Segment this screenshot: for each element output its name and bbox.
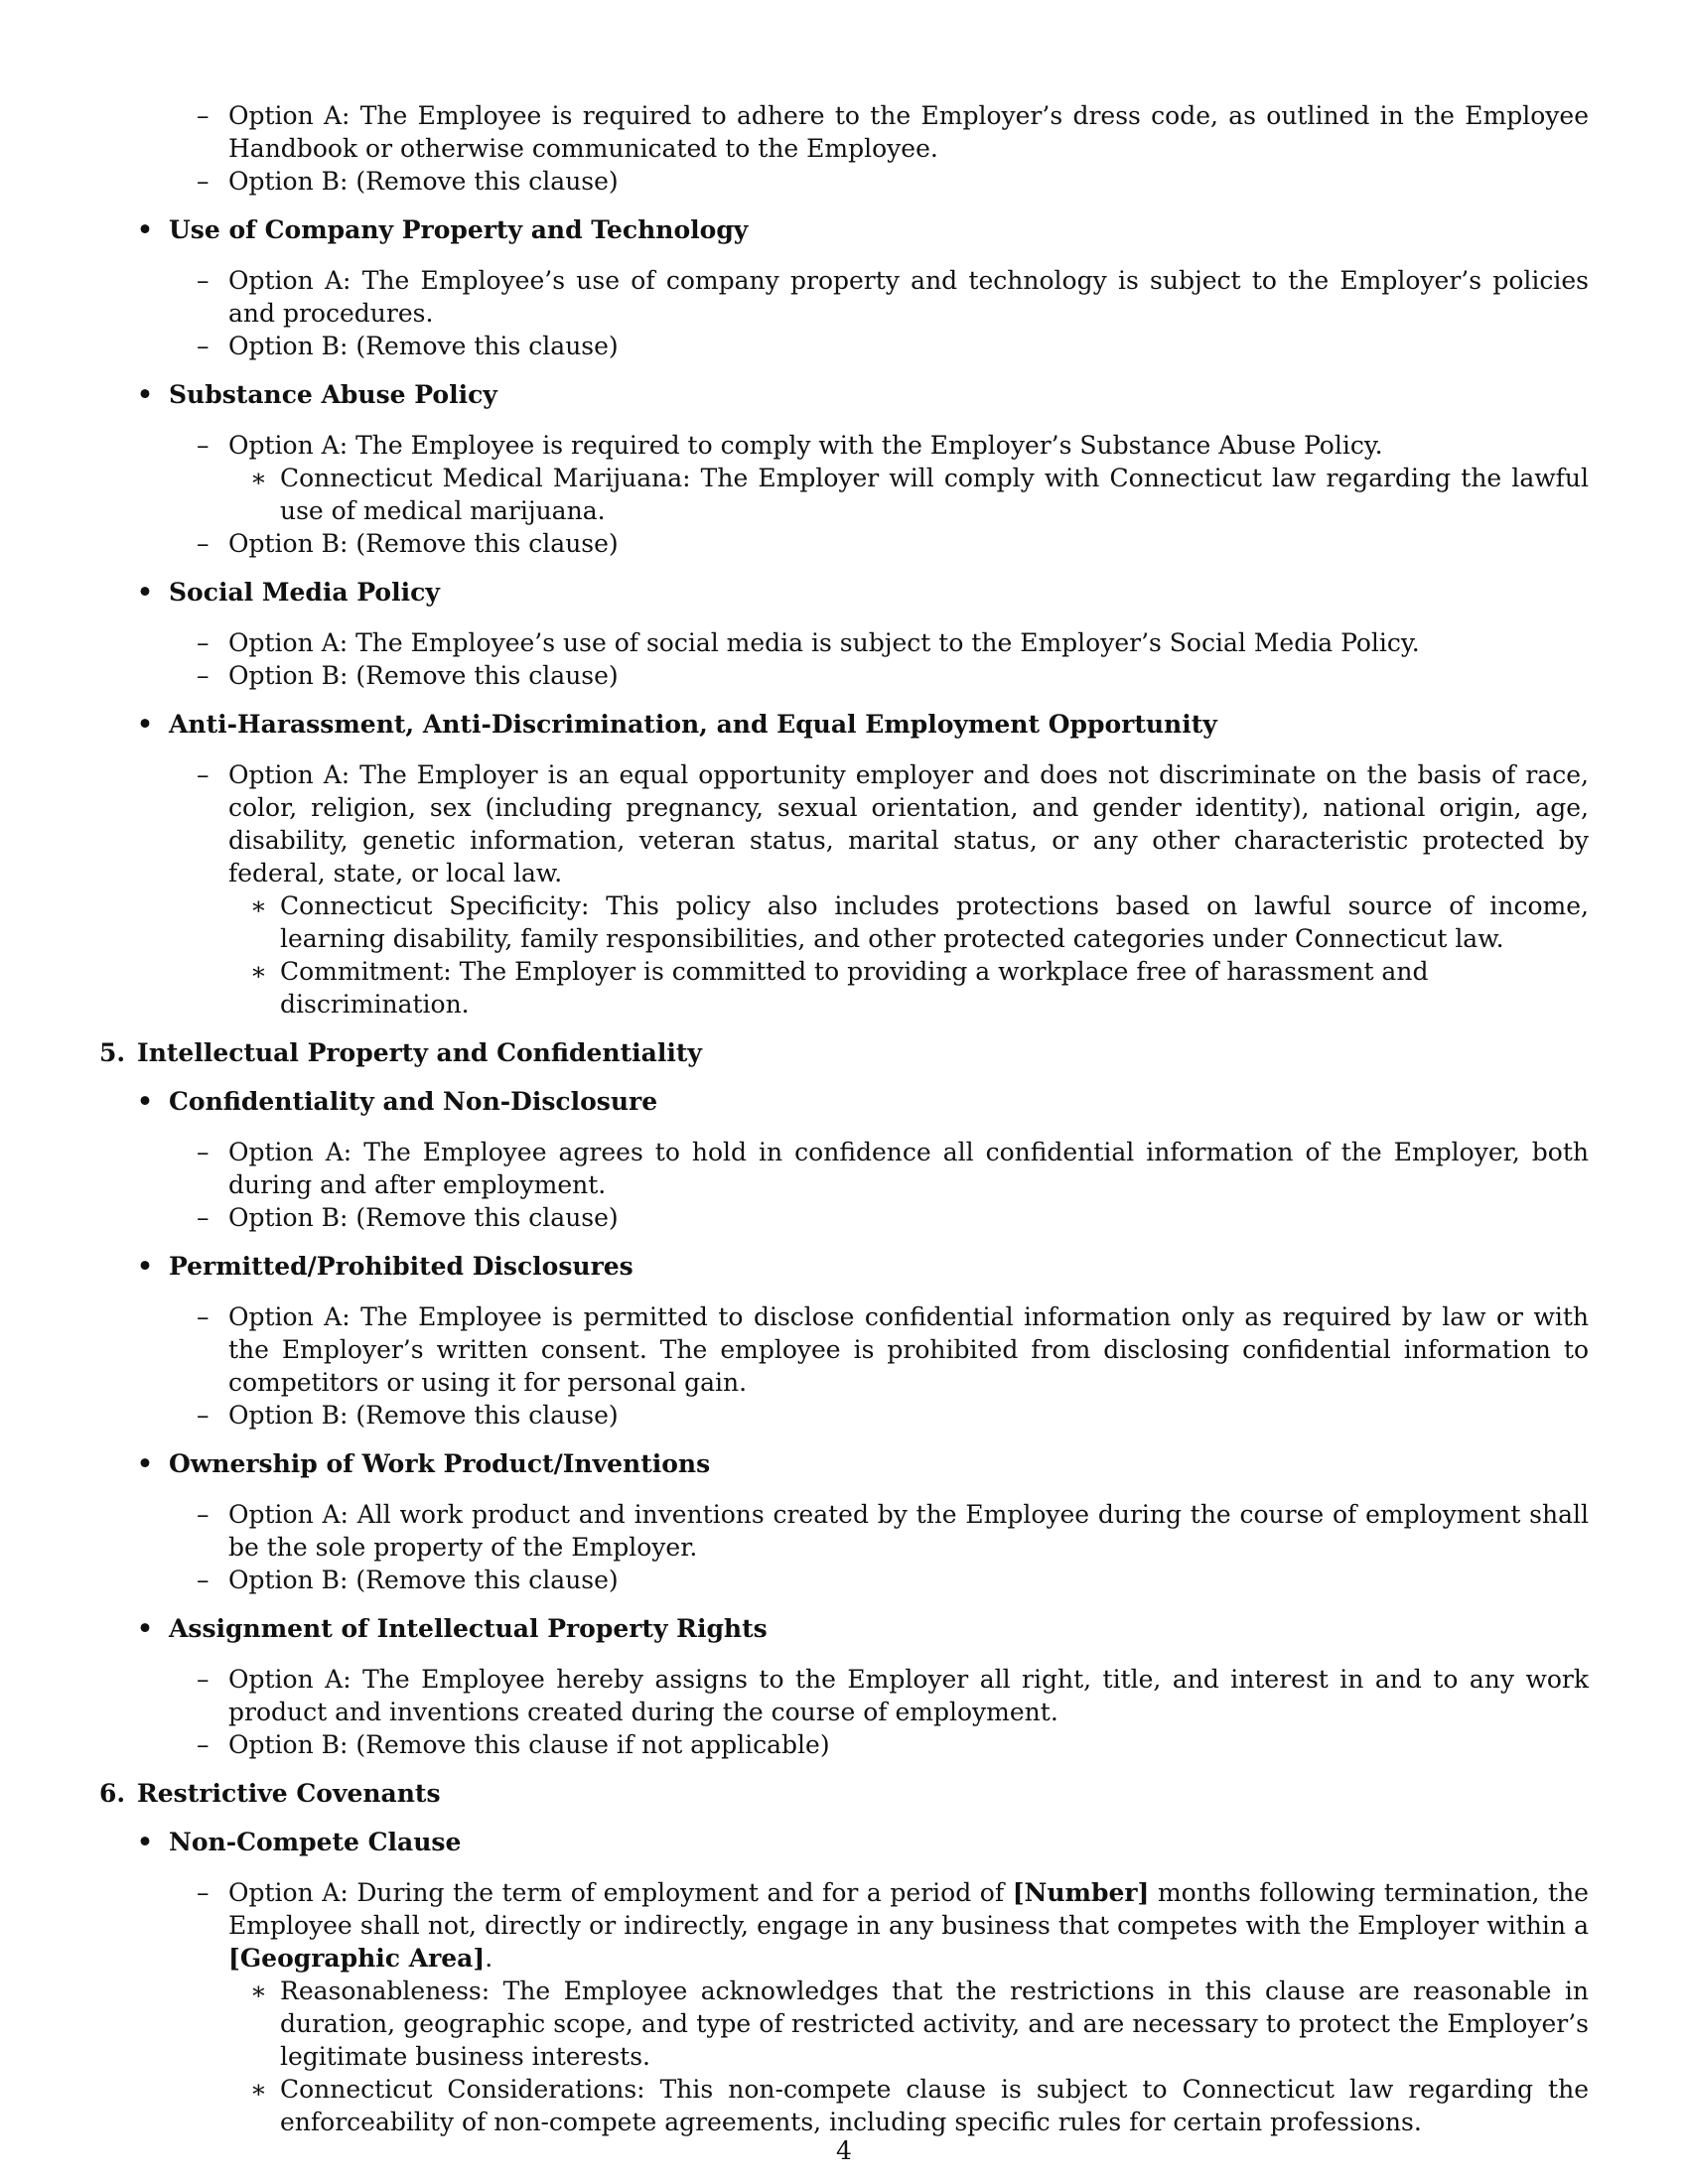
dash-marker: –	[197, 1500, 210, 1529]
option-item	[197, 165, 1589, 198]
dash-marker: –	[197, 1665, 210, 1694]
option-text: Option A: The Employee’s use of company property and technology is subject to the Employer’s policies and procedures.	[228, 266, 1589, 328]
sub-option-text: Reasonableness: The Employee acknowledges that the restrictions in this clause are reasonable in duration, geographic scope, and type of restricted activity, and are necessary to protect the Employer’s legitimate business interests.	[280, 1977, 1589, 2071]
option-text: Option B: (Remove this clause if not applicable)	[228, 1730, 830, 1759]
star-marker: ∗	[250, 891, 267, 920]
option-text: Option A: The Employee agrees to hold in confidence all confidential information of the Employer, both during and after employment.	[228, 1138, 1589, 1199]
dash-marker: –	[197, 1566, 210, 1594]
clause-heading-text: Substance Abuse Policy	[169, 380, 497, 409]
option-text: Option A: The Employee hereby assigns to the Employer all right, title, and interest in and to any work product and inventions created during the course of employment.	[228, 1665, 1589, 1726]
bullet-marker: •	[137, 578, 153, 607]
star-marker: ∗	[250, 464, 267, 492]
bullet-marker: •	[137, 1614, 153, 1643]
section-title: Restrictive Covenants	[137, 1779, 441, 1808]
option-text: Option B: (Remove this clause)	[228, 529, 619, 558]
option-text: Option B: (Remove this clause)	[228, 167, 619, 196]
page-content	[0, 99, 1688, 2138]
sub-option-item	[250, 2073, 1589, 2138]
clause-heading	[137, 1250, 1589, 1283]
option-text: Option A: The Employer is an equal opportunity employer and does not discriminate on the basis of race, color, religion, sex (including pregnancy, sexual orientation, and gender identity), national origin, age, disability, genetic information, veteran status, marital status, or any other characteristic protected by federal, state, or local law.	[228, 760, 1589, 887]
clause-heading	[137, 1447, 1589, 1480]
option-item	[197, 99, 1589, 165]
dash-marker: –	[197, 101, 210, 130]
sub-option-text: Connecticut Specificity: This policy also includes protections based on lawful source of income, learning disability, family responsibilities, and other protected categories under Connecticut law.	[280, 891, 1589, 953]
option-text: Option A: The Employee’s use of social media is subject to the Employer’s Social Media Policy.	[228, 628, 1420, 657]
option-text: Option A: During the term of employment and for a period of	[228, 1878, 1013, 1907]
option-text: Option B: (Remove this clause)	[228, 1401, 619, 1430]
sub-option-item	[250, 955, 1589, 1021]
clause-heading	[137, 1826, 1589, 1858]
clause-heading	[137, 1085, 1589, 1118]
dash-marker: –	[197, 661, 210, 690]
option-item	[197, 626, 1589, 659]
clause-heading	[137, 708, 1589, 741]
option-text: Option B: (Remove this clause)	[228, 661, 619, 690]
bullet-marker: •	[137, 1828, 153, 1856]
clause-heading-text: Ownership of Work Product/Inventions	[169, 1449, 711, 1478]
bullet-marker: •	[137, 380, 153, 409]
sub-option-item	[250, 1975, 1589, 2073]
bullet-marker: •	[137, 1087, 153, 1116]
option-text: Option A: The Employee is permitted to disclose confidential information only as required by law or with the Employer’s written consent. The employee is prohibited from disclosing confidential information to competitors or using it for personal gain.	[228, 1302, 1589, 1397]
clause-heading-text: Permitted/Prohibited Disclosures	[169, 1252, 633, 1281]
sub-option-text: Connecticut Considerations: This non-compete clause is subject to Connecticut law regarding the enforceability of non-compete agreements, including specific rules for certain professions.	[280, 2075, 1589, 2136]
sub-option-item	[250, 462, 1589, 527]
bullet-marker: •	[137, 710, 153, 739]
option-text: Option A: The Employee is required to comply with the Employer’s Substance Abuse Policy.	[228, 431, 1383, 460]
star-marker: ∗	[250, 1977, 267, 2005]
option-text: months following termination, the Employee shall not, directly or indirectly, engage in any business that competes with the Employer within a	[228, 1878, 1589, 1940]
option-item	[197, 1876, 1589, 1975]
section-heading	[99, 1036, 1626, 1069]
option-text: Option B: (Remove this clause)	[228, 1203, 619, 1232]
dash-marker: –	[197, 1730, 210, 1759]
clause-heading-text: Use of Company Property and Technology	[169, 215, 749, 244]
clause-heading	[137, 378, 1589, 411]
sub-option-item	[250, 889, 1589, 955]
star-marker: ∗	[250, 2075, 267, 2104]
option-item	[197, 659, 1589, 692]
option-item	[197, 1136, 1589, 1201]
option-item	[197, 429, 1589, 462]
clause-heading-text: Assignment of Intellectual Property Rights	[169, 1614, 768, 1643]
clause-heading-text: Anti-Harassment, Anti-Discrimination, and Equal Employment Opportunity	[169, 710, 1217, 739]
bullet-marker: •	[137, 215, 153, 244]
clause-heading	[137, 576, 1589, 609]
dash-marker: –	[197, 1878, 210, 1907]
option-item	[197, 1201, 1589, 1234]
dash-marker: –	[197, 167, 210, 196]
clause-heading	[137, 1612, 1589, 1645]
option-text: Option B: (Remove this clause)	[228, 332, 619, 360]
dash-marker: –	[197, 628, 210, 657]
option-text: Option A: All work product and inventions created by the Employee during the course of employment shall be the sole property of the Employer.	[228, 1500, 1589, 1562]
option-item	[197, 1399, 1589, 1432]
option-item	[197, 264, 1589, 330]
section-number: 6.	[99, 1779, 126, 1808]
dash-marker: –	[197, 1138, 210, 1166]
dash-marker: –	[197, 431, 210, 460]
option-text: Option B: (Remove this clause)	[228, 1566, 619, 1594]
option-item	[197, 1564, 1589, 1596]
option-item	[197, 1663, 1589, 1728]
sub-option-text: Connecticut Medical Marijuana: The Employer will comply with Connecticut law regarding the lawful use of medical marijuana.	[280, 464, 1589, 525]
option-item	[197, 330, 1589, 362]
option-text: Option A: The Employee is required to adhere to the Employer’s dress code, as outlined in the Employee Handbook or otherwise communicated to the Employee.	[228, 101, 1589, 163]
clause-heading	[137, 213, 1589, 246]
placeholder-geographic-area: [Geographic Area]	[228, 1944, 486, 1973]
bullet-marker: •	[137, 1449, 153, 1478]
option-item	[197, 1728, 1589, 1761]
star-marker: ∗	[250, 957, 267, 986]
placeholder-number: [Number]	[1012, 1878, 1150, 1907]
clause-heading-text: Confidentiality and Non-Disclosure	[169, 1087, 658, 1116]
option-item	[197, 1498, 1589, 1564]
dash-marker: –	[197, 760, 210, 789]
dash-marker: –	[197, 529, 210, 558]
page-number: 4	[836, 2136, 852, 2165]
option-item	[197, 1300, 1589, 1399]
option-text: .	[485, 1944, 493, 1973]
clause-heading-text: Non-Compete Clause	[169, 1828, 462, 1856]
dash-marker: –	[197, 332, 210, 360]
dash-marker: –	[197, 1203, 210, 1232]
option-item	[197, 758, 1589, 889]
sub-option-text: Commitment: The Employer is committed to providing a workplace free of harassment and discrimination.	[280, 957, 1429, 1019]
option-item	[197, 527, 1589, 560]
dash-marker: –	[197, 266, 210, 295]
section-number: 5.	[99, 1038, 126, 1067]
bullet-marker: •	[137, 1252, 153, 1281]
clause-heading-text: Social Media Policy	[169, 578, 440, 607]
section-heading	[99, 1777, 1626, 1810]
dash-marker: –	[197, 1401, 210, 1430]
section-title: Intellectual Property and Confidentiality	[137, 1038, 702, 1067]
dash-marker: –	[197, 1302, 210, 1331]
